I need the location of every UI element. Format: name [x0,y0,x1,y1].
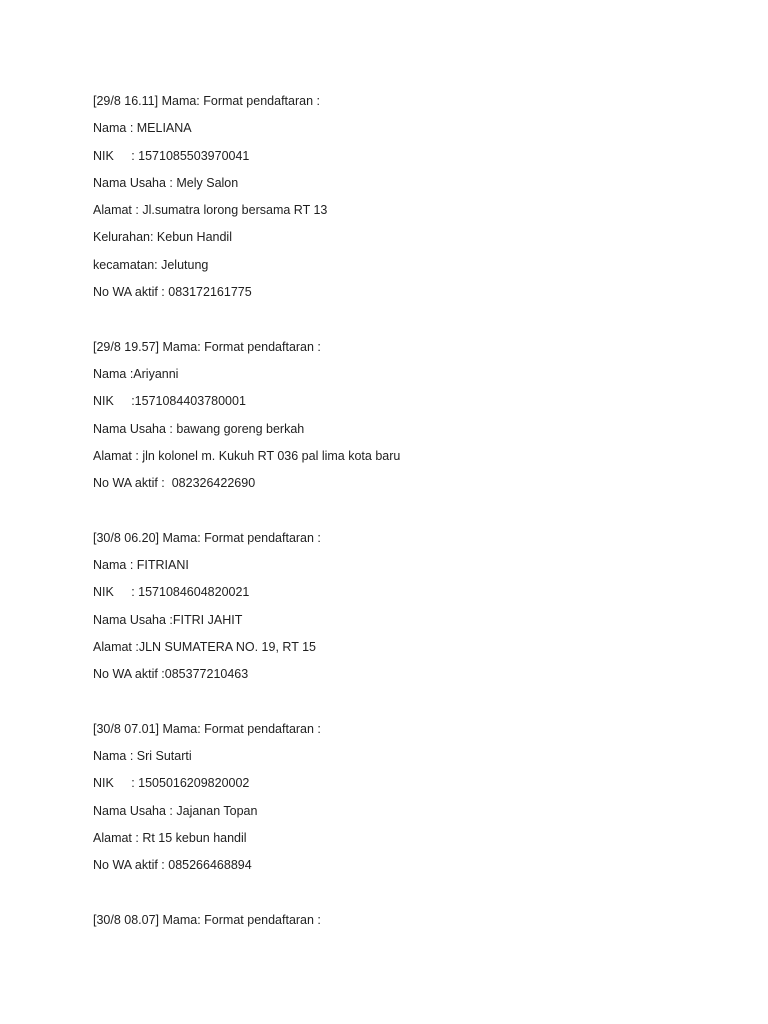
name-line: Nama : Sri Sutarti [93,749,192,764]
whatsapp-line: No WA aktif :085377210463 [93,667,249,682]
nik-line: NIK :1571084403780001 [93,394,246,409]
nik-line: NIK : 1505016209820002 [93,776,250,791]
whatsapp-line: No WA aktif : 085266468894 [93,858,252,873]
kelurahan-line: Kelurahan: Kebun Handil [93,230,232,245]
address-line: Alamat : Rt 15 kebun handil [93,831,247,846]
entry-spacer [93,880,733,907]
nik-line: NIK : 1571084604820021 [93,585,250,600]
entry-spacer [93,689,733,716]
address-line: Alamat : Jl.sumatra lorong bersama RT 13 [93,203,328,218]
entry-5 [93,907,733,934]
address-line: Alamat :JLN SUMATERA NO. 19, RT 15 [93,639,316,654]
entry-header: [29/8 19.57] Mama: Format pendaftaran : [93,339,321,354]
entry-2 [93,334,733,498]
entry-header: [30/8 06.20] Mama: Format pendaftaran : [93,530,321,545]
business-name-line: Nama Usaha :FITRI JAHIT [93,612,243,627]
business-name-line: Nama Usaha : Jajanan Topan [93,803,258,818]
entry-header: [29/8 16.11] Mama: Format pendaftaran : [93,94,320,108]
entry-spacer [93,306,733,333]
name-line: Nama :Ariyanni [93,366,179,381]
business-name-line: Nama Usaha : Mely Salon [93,175,239,190]
business-name-line: Nama Usaha : bawang goreng berkah [93,421,305,436]
kecamatan-line: kecamatan: Jelutung [93,257,209,272]
document-page [93,88,733,934]
entry-header: [30/8 08.07] Mama: Format pendaftaran : [93,912,321,927]
address-line: Alamat : jln kolonel m. Kukuh RT 036 pal lima kota baru [93,448,401,463]
whatsapp-line: No WA aktif : 083172161775 [93,285,252,300]
entry-4 [93,716,733,880]
entry-spacer [93,497,733,524]
entry-3 [93,525,733,689]
entry-header: [30/8 07.01] Mama: Format pendaftaran : [93,721,321,736]
entry-1 [93,88,733,306]
nik-line: NIK : 1571085503970041 [93,148,250,163]
whatsapp-line: No WA aktif : 082326422690 [93,476,256,491]
name-line: Nama : MELIANA [93,121,192,136]
name-line: Nama : FITRIANI [93,558,189,573]
